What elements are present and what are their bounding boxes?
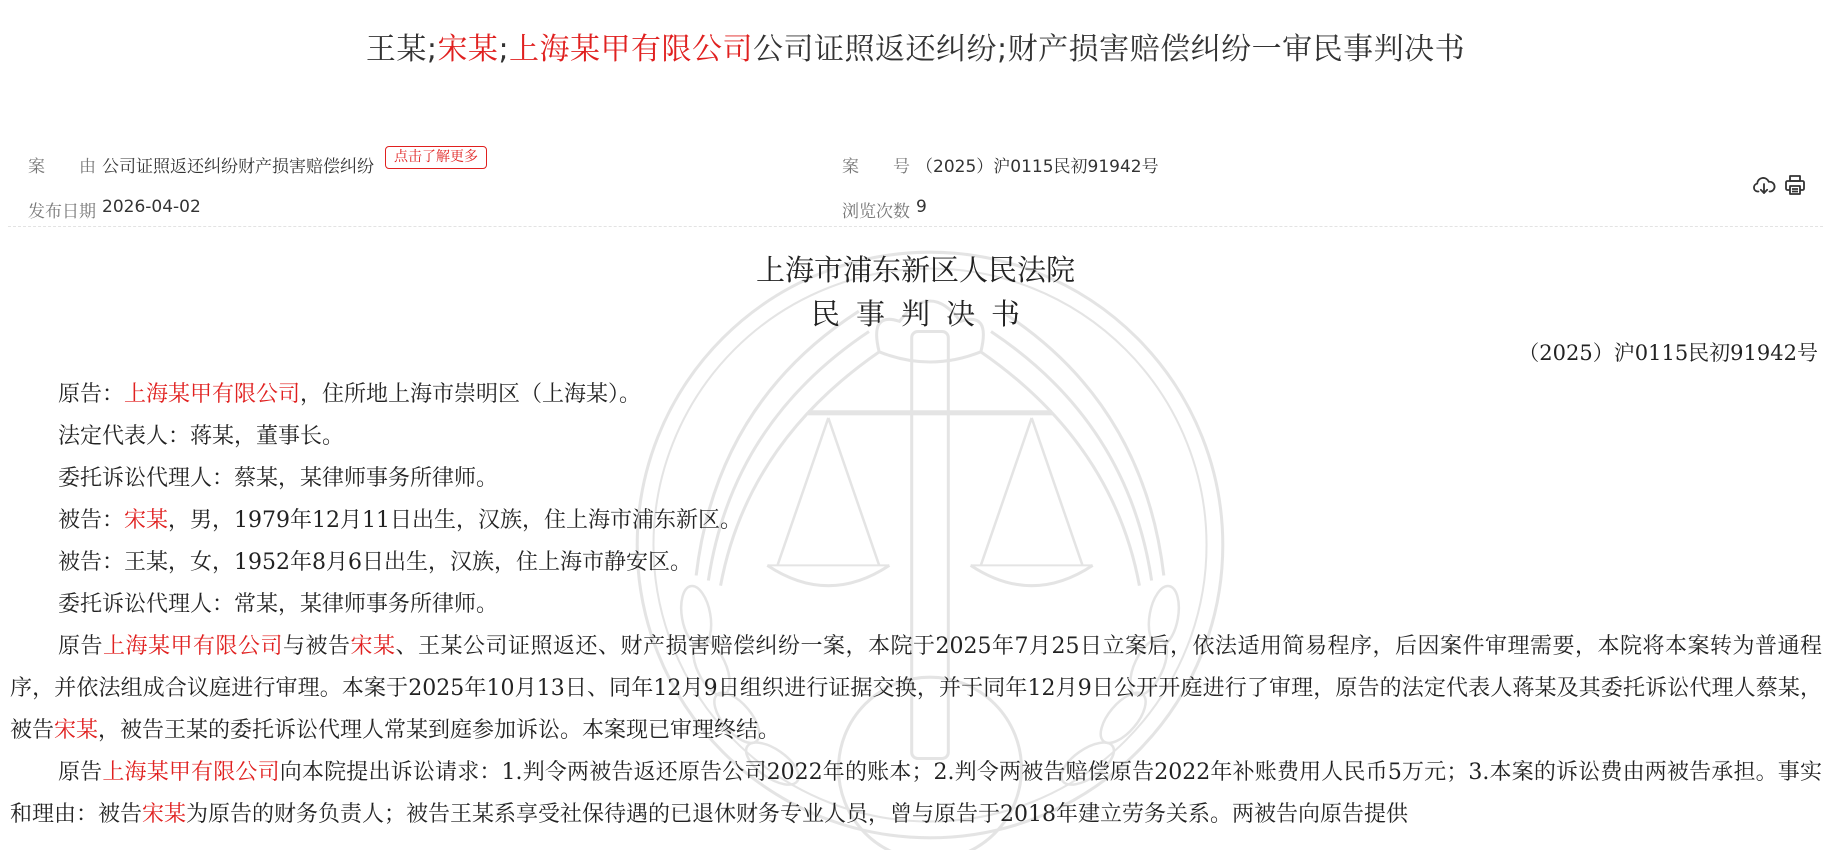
title-separator: ; [498,32,510,67]
text-span: ，住所地上海市崇明区（上海某）。 [300,382,642,407]
text-span: 与被告 [283,634,351,659]
cause-label: 案 由 [28,157,96,177]
paragraph-plaintiff [10,374,1822,416]
paragraph-defendant-song [10,500,1822,542]
text-span: 原告： [58,382,125,407]
view-count-label: 浏览次数 [842,202,910,222]
text-span: ，男，1979年12月11日出生，汉族，住上海市浦东新区。 [168,508,743,533]
document-title [0,24,1831,68]
document-type: 民事判决书 [810,297,1036,331]
title-part: 王某; [365,32,438,67]
text-span: 向本院提出诉讼请求：1.判令两被告返还原告公司2022年的账本；2.判令两被告赔偿原告2022年补账费用人民币5万元；3.本案的诉讼费由两被告承担。事实和理由：被告 [10,760,1822,827]
title-defendant-name: 宋某 [437,32,499,67]
paragraph-defendant-agent: 委托诉讼代理人：常某，某律师事务所律师。 [58,592,499,617]
view-count-value: 9 [916,197,927,217]
text-span: 为原告的财务负责人；被告王某系享受社保待遇的已退休财务专业人员，曾与原告于2018年建立劳务关系。两被告向原告提供 [186,802,1409,827]
party-defendant-name: 宋某 [124,508,169,533]
publish-date-value: 2026-04-02 [102,197,201,217]
download-icon[interactable] [1752,173,1776,197]
court-name: 上海市浦东新区人民法院 [755,253,1075,287]
title-plaintiff-name: 上海某甲有限公司 [509,32,754,67]
judgment-body [10,374,1822,836]
party-defendant-name: 宋某 [350,634,396,659]
party-plaintiff-name: 上海某甲有限公司 [124,382,301,407]
text-span: 原告 [58,634,103,659]
paragraph-legal-representative: 法定代表人：蒋某，董事长。 [58,424,345,449]
party-plaintiff-name: 上海某甲有限公司 [103,634,283,659]
cause-value: 公司证照返还纠纷财产损害赔偿纠纷 [102,157,374,177]
party-defendant-name: 宋某 [142,802,187,827]
learn-more-button[interactable]: 点击了解更多 [385,146,487,169]
print-icon[interactable] [1783,173,1807,197]
party-plaintiff-name: 上海某甲有限公司 [102,760,280,785]
text-span: 原告 [58,760,103,785]
paragraph-claims [10,752,1822,836]
header-divider [8,226,1823,227]
text-span: 被告： [58,508,125,533]
publish-date-label: 发布日期 [28,202,96,222]
case-number-label: 案 号 [842,157,910,177]
party-defendant-name: 宋某 [54,718,99,743]
text-span: 、王某公司证照返还、财产损害赔偿纠纷一案，本院于2025年7月25日立案后，依法适用简易程序，后因案件审理需要，本院将本案转为普通程序，并依法组成合议庭进行审理。本案于2025年10月13日、同年12月9日组织进行证据交换，并于同年12月9日公开开庭进行了审理，原告的法定代表人蒋某及其委托诉讼代理人蔡某，被告 [10,634,1822,743]
case-number-value: （2025）沪0115民初91942号 [916,157,1159,177]
text-span: ，被告王某的委托诉讼代理人常某到庭参加诉讼。本案现已审理终结。 [98,718,781,743]
paragraph-plaintiff-agent: 委托诉讼代理人：蔡某，某律师事务所律师。 [58,466,499,491]
paragraph-case-procedure [10,626,1822,752]
judgment-case-number: （2025）沪0115民初91942号 [1518,341,1818,365]
paragraph-defendant-wang: 被告：王某，女，1952年8月6日出生，汉族，住上海市静安区。 [58,550,692,575]
title-part: 公司证照返还纠纷;财产损害赔偿纠纷一审民事判决书 [753,32,1466,67]
